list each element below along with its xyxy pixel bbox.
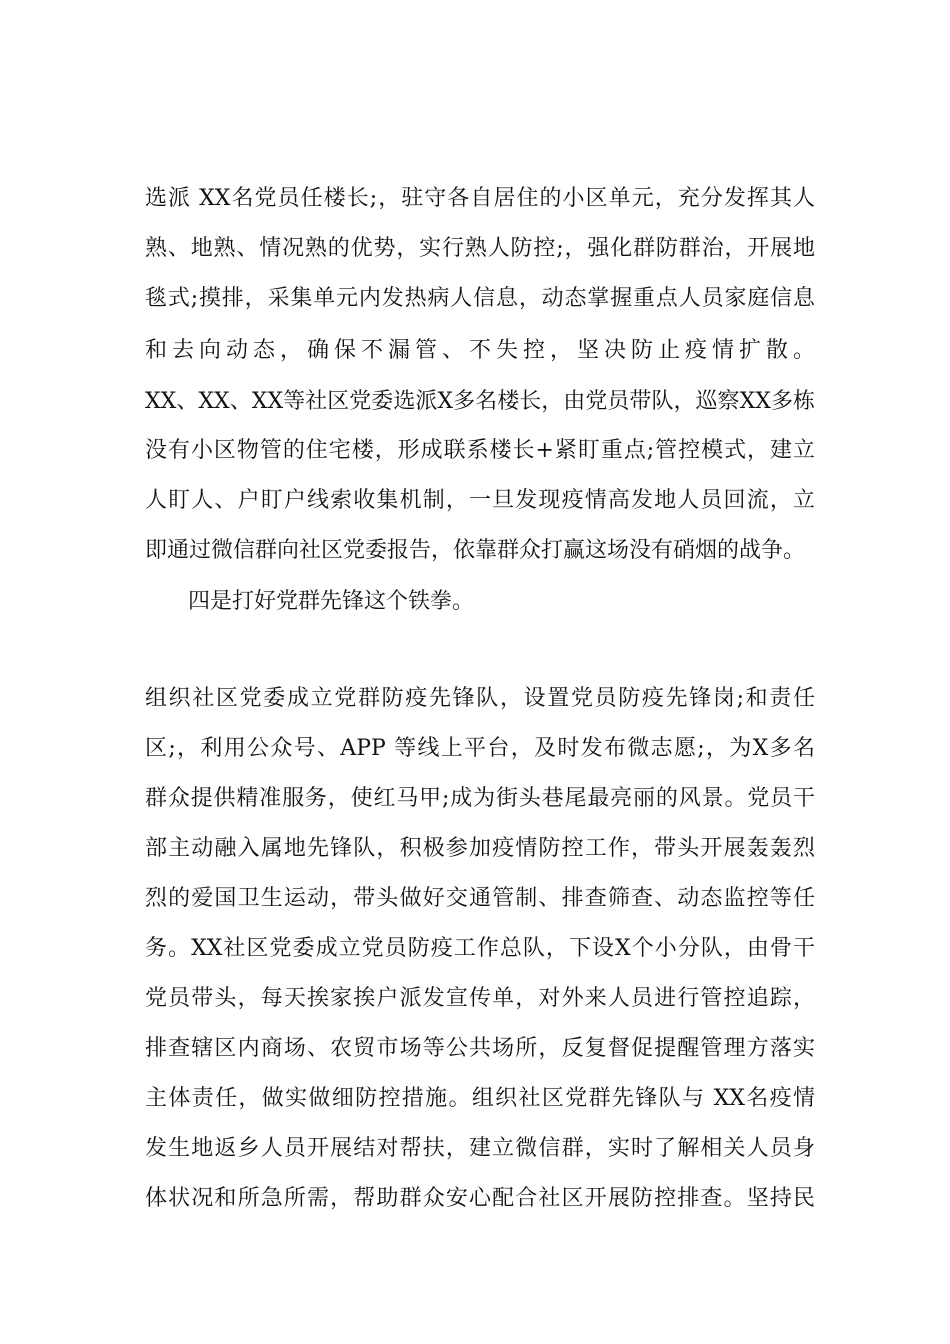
text-line: 熟、地熟、情况熟的优势，实行熟人防控;，强化群防群治，开展地 bbox=[145, 236, 815, 261]
text-line: XX、XX、XX等社区党委选派X多名楼长，由党员带队，巡察XX多栋 bbox=[145, 389, 815, 414]
text-line: 选派 XX名党员任楼长;，驻守各自居住的小区单元，充分发挥其人 bbox=[145, 186, 815, 211]
text-line: 务。XX社区党委成立党员防疫工作总队，下设X个小分队，由骨干 bbox=[145, 936, 815, 961]
section-heading: 四是打好党群先锋这个铁拳。 bbox=[188, 589, 475, 614]
text-line: 烈的爱国卫生运动，带头做好交通管制、排查筛查、动态监控等任 bbox=[145, 886, 815, 911]
text-line: 主体责任，做实做细防控措施。组织社区党群先锋队与 XX名疫情 bbox=[145, 1086, 815, 1111]
text-line: 排查辖区内商场、农贸市场等公共场所，反复督促提醒管理方落实 bbox=[145, 1036, 815, 1061]
text-line: 发生地返乡人员开展结对帮扶，建立微信群，实时了解相关人员身 bbox=[145, 1136, 815, 1161]
text-line: 体状况和所急所需，帮助群众安心配合社区开展防控排查。坚持民 bbox=[145, 1186, 815, 1211]
text-line: 没有小区物管的住宅楼，形成联系楼长+紧盯重点;管控模式，建立 bbox=[145, 438, 815, 463]
text-line: 即通过微信群向社区党委报告，依靠群众打赢这场没有硝烟的战争。 bbox=[145, 538, 806, 563]
text-line: 和去向动态，确保不漏管、不失控，坚决防止疫情扩散。 bbox=[145, 338, 815, 363]
text-line: 群众提供精准服务，使红马甲;成为街头巷尾最亮丽的风景。党员干 bbox=[145, 786, 815, 811]
text-line: 党员带头，每天挨家挨户派发宣传单，对外来人员进行管控追踪， bbox=[145, 986, 815, 1011]
text-line: 人盯人、户盯户线索收集机制，一旦发现疫情高发地人员回流，立 bbox=[145, 488, 815, 513]
text-line: 组织社区党委成立党群防疫先锋队，设置党员防疫先锋岗;和责任 bbox=[145, 686, 815, 711]
text-line: 区;，利用公众号、APP 等线上平台，及时发布微志愿;，为X多名 bbox=[145, 736, 815, 761]
text-line: 毯式;摸排，采集单元内发热病人信息，动态掌握重点人员家庭信息 bbox=[145, 286, 815, 311]
text-line: 部主动融入属地先锋队，积极参加疫情防控工作，带头开展轰轰烈 bbox=[145, 836, 815, 861]
